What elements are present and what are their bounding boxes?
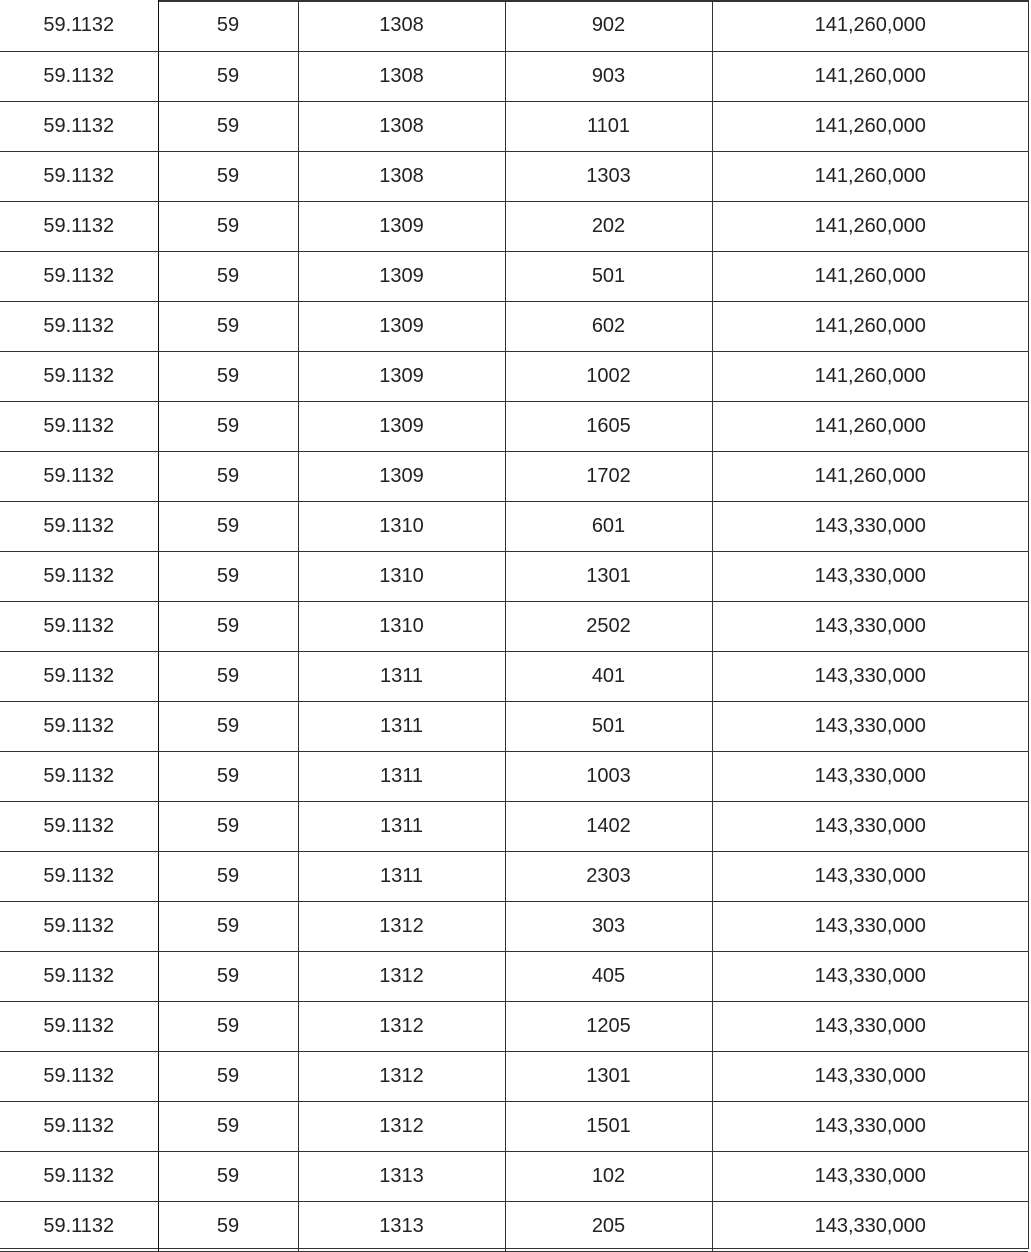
price-cell: 143,330,000 — [712, 1202, 1028, 1252]
area-rounded-cell: 59 — [158, 402, 298, 452]
price-cell: 143,330,000 — [712, 752, 1028, 802]
unit-cell: 1402 — [505, 802, 712, 852]
area-cell: 59.1132 — [0, 252, 158, 302]
unit-cell: 1605 — [505, 402, 712, 452]
unit-cell: 501 — [505, 252, 712, 302]
building-cell: 1309 — [298, 252, 505, 302]
unit-cell: 202 — [505, 202, 712, 252]
building-cell: 1309 — [298, 202, 505, 252]
building-cell: 1308 — [298, 152, 505, 202]
unit-cell: 1303 — [505, 152, 712, 202]
table-row — [0, 402, 1028, 452]
price-cell: 143,330,000 — [712, 602, 1028, 652]
area-cell: 59.1132 — [0, 202, 158, 252]
area-rounded-cell: 59 — [158, 902, 298, 952]
unit-cell: 2502 — [505, 602, 712, 652]
price-cell: 141,260,000 — [712, 252, 1028, 302]
price-cell: 143,330,000 — [712, 1102, 1028, 1152]
area-rounded-cell: 59 — [158, 552, 298, 602]
area-rounded-cell: 59 — [158, 202, 298, 252]
price-cell: 143,330,000 — [712, 502, 1028, 552]
area-rounded-cell: 59 — [158, 1102, 298, 1152]
price-cell: 143,330,000 — [712, 802, 1028, 852]
area-rounded-cell: 59 — [158, 1052, 298, 1102]
unit-cell: 601 — [505, 502, 712, 552]
area-cell: 59.1132 — [0, 552, 158, 602]
area-cell: 59.1132 — [0, 152, 158, 202]
area-rounded-cell: 59 — [158, 252, 298, 302]
area-rounded-cell: 59 — [158, 52, 298, 102]
table-row — [0, 702, 1028, 752]
unit-cell: 1702 — [505, 452, 712, 502]
unit-cell: 1101 — [505, 102, 712, 152]
area-cell: 59.1132 — [0, 52, 158, 102]
table-row — [0, 652, 1028, 702]
table-row — [0, 752, 1028, 802]
area-cell: 59.1132 — [0, 652, 158, 702]
area-rounded-cell: 59 — [158, 1202, 298, 1252]
table-row — [0, 902, 1028, 952]
building-cell: 1311 — [298, 802, 505, 852]
table-row — [0, 1102, 1028, 1152]
table-row — [0, 802, 1028, 852]
table-row — [0, 952, 1028, 1002]
area-cell: 59.1132 — [0, 802, 158, 852]
price-cell: 143,330,000 — [712, 1052, 1028, 1102]
table-row — [0, 302, 1028, 352]
building-cell: 1313 — [298, 1202, 505, 1252]
price-cell: 141,260,000 — [712, 202, 1028, 252]
price-cell: 143,330,000 — [712, 652, 1028, 702]
building-cell: 1308 — [298, 52, 505, 102]
area-cell: 59.1132 — [0, 302, 158, 352]
price-cell: 141,260,000 — [712, 102, 1028, 152]
unit-cell: 1301 — [505, 552, 712, 602]
building-cell: 1310 — [298, 552, 505, 602]
building-cell: 1309 — [298, 402, 505, 452]
area-rounded-cell: 59 — [158, 302, 298, 352]
price-cell: 143,330,000 — [712, 1152, 1028, 1202]
unit-cell: 401 — [505, 652, 712, 702]
building-cell: 1312 — [298, 902, 505, 952]
unit-cell: 602 — [505, 302, 712, 352]
table-row — [0, 502, 1028, 552]
area-rounded-cell: 59 — [158, 1002, 298, 1052]
building-cell: 1309 — [298, 352, 505, 402]
area-rounded-cell: 59 — [158, 602, 298, 652]
table-row — [0, 552, 1028, 602]
price-cell: 143,330,000 — [712, 552, 1028, 602]
table-row — [0, 152, 1028, 202]
price-cell: 143,330,000 — [712, 902, 1028, 952]
table-row — [0, 1202, 1028, 1252]
area-rounded-cell: 59 — [158, 452, 298, 502]
unit-cell: 1003 — [505, 752, 712, 802]
table-row — [0, 352, 1028, 402]
table-row — [0, 452, 1028, 502]
unit-cell: 1301 — [505, 1052, 712, 1102]
area-cell: 59.1132 — [0, 902, 158, 952]
price-cell: 143,330,000 — [712, 1002, 1028, 1052]
price-cell: 143,330,000 — [712, 952, 1028, 1002]
unit-cell: 2303 — [505, 852, 712, 902]
table-row — [0, 252, 1028, 302]
table-row — [0, 602, 1028, 652]
area-rounded-cell: 59 — [158, 802, 298, 852]
area-cell: 59.1132 — [0, 952, 158, 1002]
price-cell: 141,260,000 — [712, 52, 1028, 102]
area-cell: 59.1132 — [0, 352, 158, 402]
area-cell: 59.1132 — [0, 702, 158, 752]
table-row — [0, 202, 1028, 252]
building-cell: 1311 — [298, 652, 505, 702]
building-cell: 1313 — [298, 1152, 505, 1202]
price-cell: 141,260,000 — [712, 152, 1028, 202]
unit-cell: 902 — [505, 0, 712, 52]
unit-cell: 102 — [505, 1152, 712, 1202]
unit-cell: 1501 — [505, 1102, 712, 1152]
area-rounded-cell: 59 — [158, 652, 298, 702]
table-row — [0, 102, 1028, 152]
area-cell: 59.1132 — [0, 1202, 158, 1252]
price-cell: 143,330,000 — [712, 702, 1028, 752]
building-cell: 1312 — [298, 1052, 505, 1102]
area-cell: 59.1132 — [0, 1052, 158, 1102]
area-rounded-cell: 59 — [158, 752, 298, 802]
building-cell: 1308 — [298, 0, 505, 52]
area-cell: 59.1132 — [0, 752, 158, 802]
area-cell: 59.1132 — [0, 452, 158, 502]
area-rounded-cell: 59 — [158, 1152, 298, 1202]
building-cell: 1310 — [298, 602, 505, 652]
area-cell: 59.1132 — [0, 502, 158, 552]
area-rounded-cell: 59 — [158, 102, 298, 152]
price-cell: 141,260,000 — [712, 402, 1028, 452]
table-row — [0, 1052, 1028, 1102]
table-row — [0, 52, 1028, 102]
building-cell: 1308 — [298, 102, 505, 152]
area-rounded-cell: 59 — [158, 352, 298, 402]
table-row — [0, 852, 1028, 902]
table-row — [0, 0, 1028, 52]
area-rounded-cell: 59 — [158, 702, 298, 752]
building-cell: 1310 — [298, 502, 505, 552]
unit-cell: 205 — [505, 1202, 712, 1252]
table-row — [0, 1152, 1028, 1202]
area-cell: 59.1132 — [0, 0, 158, 52]
building-cell: 1311 — [298, 752, 505, 802]
price-cell: 141,260,000 — [712, 352, 1028, 402]
unit-cell: 1002 — [505, 352, 712, 402]
building-cell: 1309 — [298, 302, 505, 352]
building-cell: 1309 — [298, 452, 505, 502]
unit-cell: 501 — [505, 702, 712, 752]
price-cell: 141,260,000 — [712, 0, 1028, 52]
building-cell: 1311 — [298, 702, 505, 752]
area-cell: 59.1132 — [0, 102, 158, 152]
area-cell: 59.1132 — [0, 852, 158, 902]
area-rounded-cell: 59 — [158, 0, 298, 52]
area-cell: 59.1132 — [0, 1152, 158, 1202]
price-cell: 141,260,000 — [712, 302, 1028, 352]
table-row — [0, 1002, 1028, 1052]
area-cell: 59.1132 — [0, 602, 158, 652]
building-cell: 1311 — [298, 852, 505, 902]
area-rounded-cell: 59 — [158, 152, 298, 202]
price-cell: 141,260,000 — [712, 452, 1028, 502]
building-cell: 1312 — [298, 1102, 505, 1152]
price-cell: 143,330,000 — [712, 852, 1028, 902]
unit-cell: 405 — [505, 952, 712, 1002]
area-cell: 59.1132 — [0, 1102, 158, 1152]
area-rounded-cell: 59 — [158, 852, 298, 902]
unit-cell: 1205 — [505, 1002, 712, 1052]
area-cell: 59.1132 — [0, 402, 158, 452]
building-cell: 1312 — [298, 952, 505, 1002]
area-rounded-cell: 59 — [158, 502, 298, 552]
unit-cell: 303 — [505, 902, 712, 952]
area-cell: 59.1132 — [0, 1002, 158, 1052]
building-cell: 1312 — [298, 1002, 505, 1052]
unit-cell: 903 — [505, 52, 712, 102]
area-rounded-cell: 59 — [158, 952, 298, 1002]
